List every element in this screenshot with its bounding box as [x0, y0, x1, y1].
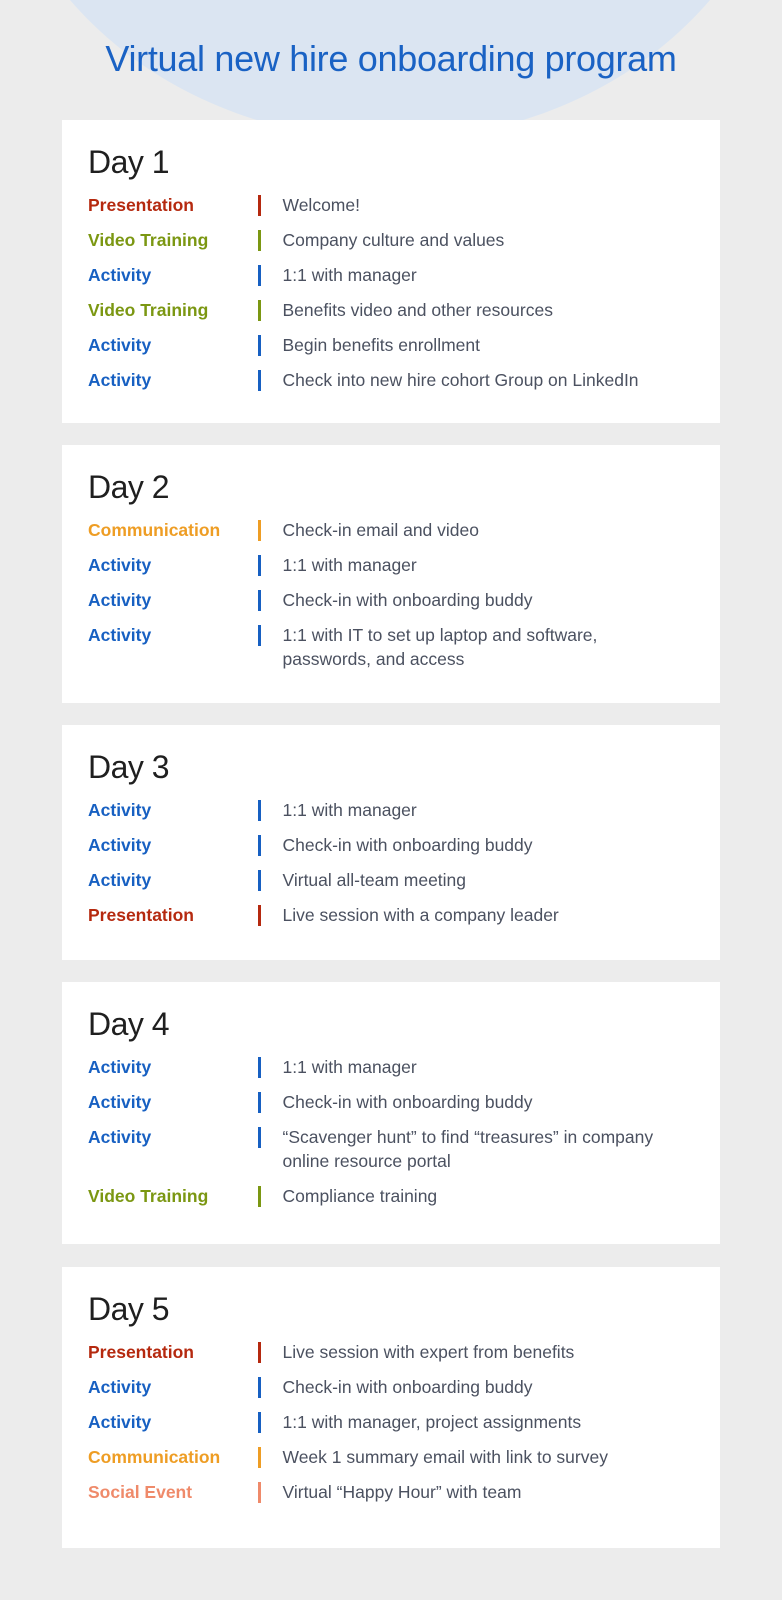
- category-divider: [258, 800, 261, 821]
- item-category: Activity: [88, 800, 152, 820]
- schedule-item: [88, 868, 694, 892]
- schedule-item: [88, 298, 694, 322]
- item-description: Welcome!: [282, 195, 360, 215]
- schedule-item: [88, 1125, 694, 1173]
- schedule-item: [88, 1340, 694, 1364]
- day-title: Day 1: [88, 144, 170, 180]
- item-description: Compliance training: [282, 1186, 438, 1206]
- item-category: Activity: [88, 1412, 152, 1432]
- category-divider: [258, 625, 261, 646]
- schedule-item: [88, 193, 694, 217]
- item-description: Check into new hire cohort Group on LinkedIn: [282, 370, 639, 390]
- schedule-item: [88, 1090, 694, 1114]
- item-description: 1:1 with manager: [282, 555, 417, 575]
- category-divider: [258, 335, 261, 356]
- schedule-item: [88, 903, 694, 927]
- category-divider: [258, 870, 261, 891]
- item-description: Company culture and values: [282, 230, 505, 250]
- category-divider: [258, 835, 261, 856]
- category-divider: [258, 1482, 261, 1503]
- schedule-item: [88, 1410, 694, 1434]
- item-category: Social Event: [88, 1482, 193, 1502]
- item-category: Video Training: [88, 300, 209, 320]
- item-category: Activity: [88, 265, 152, 285]
- item-category: Activity: [88, 1057, 152, 1077]
- category-divider: [258, 300, 261, 321]
- item-description: Week 1 summary email with link to survey: [282, 1447, 608, 1467]
- schedule-item: [88, 1184, 694, 1208]
- item-category: Activity: [88, 370, 152, 390]
- category-divider: [258, 1186, 261, 1207]
- item-description: Check-in with onboarding buddy: [282, 1377, 533, 1397]
- category-divider: [258, 1057, 261, 1078]
- item-category: Activity: [88, 335, 152, 355]
- item-description: Check-in email and video: [282, 520, 479, 540]
- item-category: Activity: [88, 870, 152, 890]
- category-divider: [258, 230, 261, 251]
- item-description: 1:1 with manager, project assignments: [282, 1412, 582, 1432]
- day-title: Day 2: [88, 469, 170, 505]
- item-category: Activity: [88, 1092, 152, 1112]
- day-card: [62, 120, 720, 423]
- item-category: Activity: [88, 1127, 152, 1147]
- schedule-item: [88, 1375, 694, 1399]
- item-description: “Scavenger hunt” to find “treasures” in company online resource portal: [282, 1127, 654, 1171]
- day-title: Day 5: [88, 1291, 170, 1327]
- day-title: Day 4: [88, 1006, 170, 1042]
- schedule-item: [88, 518, 694, 542]
- item-description: 1:1 with manager: [282, 800, 417, 820]
- item-description: Check-in with onboarding buddy: [282, 835, 533, 855]
- category-divider: [258, 1342, 261, 1363]
- item-description: Live session with a company leader: [282, 905, 559, 925]
- day-card: [62, 982, 720, 1244]
- item-category: Activity: [88, 1377, 152, 1397]
- category-divider: [258, 520, 261, 541]
- item-description: Live session with expert from benefits: [282, 1342, 575, 1362]
- day-title: Day 3: [88, 749, 170, 785]
- schedule-item: [88, 368, 694, 392]
- item-category: Communication: [88, 520, 221, 540]
- item-description: Check-in with onboarding buddy: [282, 590, 533, 610]
- schedule-item: [88, 798, 694, 822]
- item-category: Activity: [88, 625, 152, 645]
- day-card: [62, 725, 720, 960]
- schedule-item: [88, 1055, 694, 1079]
- schedule-item: [88, 588, 694, 612]
- day-card: [62, 1267, 720, 1548]
- category-divider: [258, 265, 261, 286]
- schedule-item: [88, 228, 694, 252]
- item-category: Video Training: [88, 1186, 209, 1206]
- item-category: Activity: [88, 555, 152, 575]
- item-description: 1:1 with manager: [282, 265, 417, 285]
- item-category: Activity: [88, 590, 152, 610]
- category-divider: [258, 195, 261, 216]
- item-description: Virtual all-team meeting: [282, 870, 467, 890]
- item-description: Begin benefits enrollment: [282, 335, 480, 355]
- category-divider: [258, 370, 261, 391]
- schedule-item: [88, 263, 694, 287]
- item-category: Presentation: [88, 195, 194, 215]
- item-description: 1:1 with IT to set up laptop and software, passwords, and access: [282, 625, 598, 669]
- schedule-item: [88, 623, 694, 671]
- schedule-item: [88, 1445, 694, 1469]
- item-category: Activity: [88, 835, 152, 855]
- item-category: Presentation: [88, 905, 194, 925]
- schedule-item: [88, 333, 694, 357]
- item-description: Check-in with onboarding buddy: [282, 1092, 533, 1112]
- category-divider: [258, 1127, 261, 1148]
- schedule-item: [88, 1480, 694, 1504]
- day-card: [62, 445, 720, 703]
- schedule-item: [88, 553, 694, 577]
- page-title: Virtual new hire onboarding program: [105, 38, 677, 79]
- item-description: Virtual “Happy Hour” with team: [282, 1482, 522, 1502]
- schedule-item: [88, 833, 694, 857]
- category-divider: [258, 555, 261, 576]
- category-divider: [258, 1447, 261, 1468]
- category-divider: [258, 905, 261, 926]
- category-divider: [258, 1377, 261, 1398]
- item-description: Benefits video and other resources: [282, 300, 553, 320]
- item-category: Communication: [88, 1447, 221, 1467]
- category-divider: [258, 1092, 261, 1113]
- item-description: 1:1 with manager: [282, 1057, 417, 1077]
- category-divider: [258, 1412, 261, 1433]
- item-category: Presentation: [88, 1342, 194, 1362]
- item-category: Video Training: [88, 230, 209, 250]
- category-divider: [258, 590, 261, 611]
